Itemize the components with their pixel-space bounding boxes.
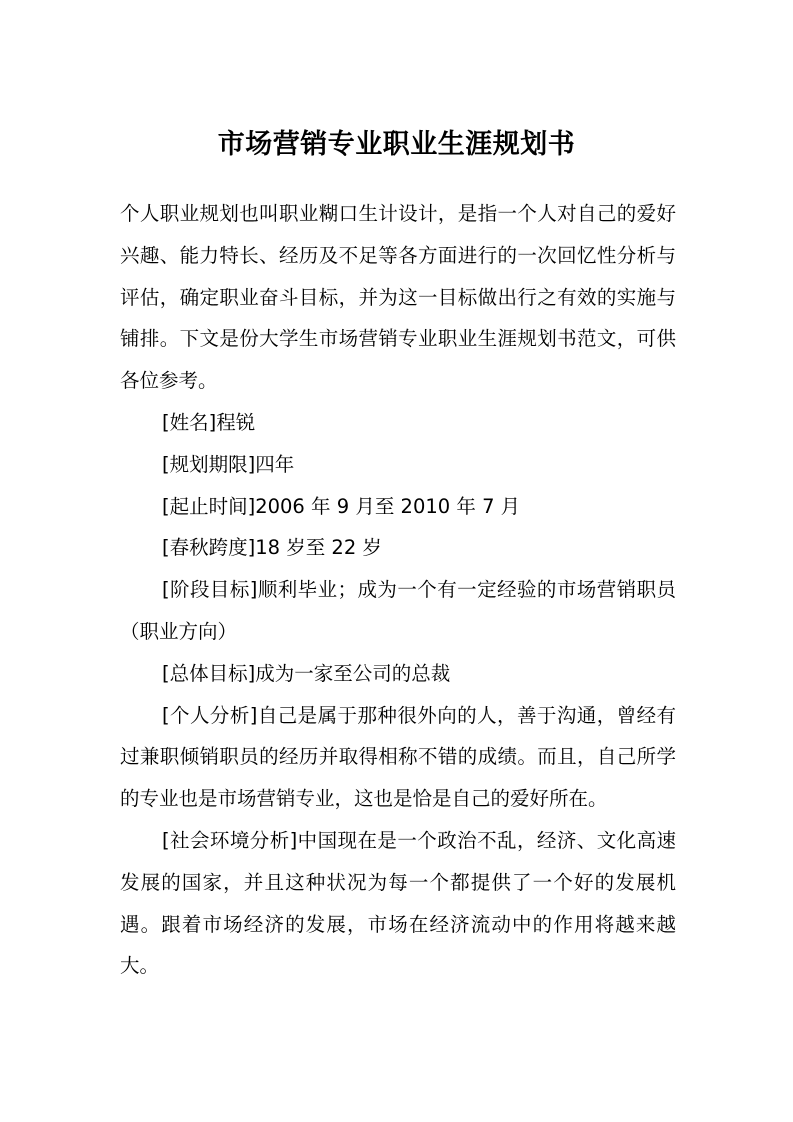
start-end-time-paragraph: [起止时间]2006 年 9 月至 2010 年 7 月 xyxy=(162,494,521,518)
intro-paragraph: 个人职业规划也叫职业糊口生计设计，是指一个人对自己的爱好兴趣、能力特长、经历及不足等各方面进行的一次回忆性分析与评估，确定职业奋斗目标，并为这一目标做出行之有效的实施与铺排。下文是份大学生市场营销专业职业生涯规划书范文，可供各位参考。 xyxy=(120,202,676,393)
stage-goal-paragraph: [阶段目标]顺利毕业；成为一个有一定经验的市场营销职员（职业方向） xyxy=(120,578,676,643)
document-body xyxy=(120,193,676,987)
personal-analysis-paragraph: [个人分析]自己是属于那种很外向的人，善于沟通，曾经有过兼职倾销职员的经历并取得相称不错的成绩。而且，自己所学的专业也是市场营销专业，这也是恰是自己的爱好所在。 xyxy=(120,703,676,811)
planning-period-paragraph: [规划期限]四年 xyxy=(162,452,295,476)
name-paragraph: [姓名]程锐 xyxy=(162,410,256,434)
age-span-paragraph: [春秋跨度]18 岁至 22 岁 xyxy=(162,536,382,560)
overall-goal-paragraph: [总体目标]成为一家至公司的总裁 xyxy=(162,661,451,685)
social-environment-analysis-paragraph: [社会环境分析]中国现在是一个政治不乱，经济、文化高速发展的国家，并且这种状况为每一个都提供了一个好的发展机遇。跟着市场经济的发展，市场在经济流动中的作用将越来越大。 xyxy=(120,828,676,978)
document-title: 市场营销专业职业生涯规划书 xyxy=(217,129,576,160)
